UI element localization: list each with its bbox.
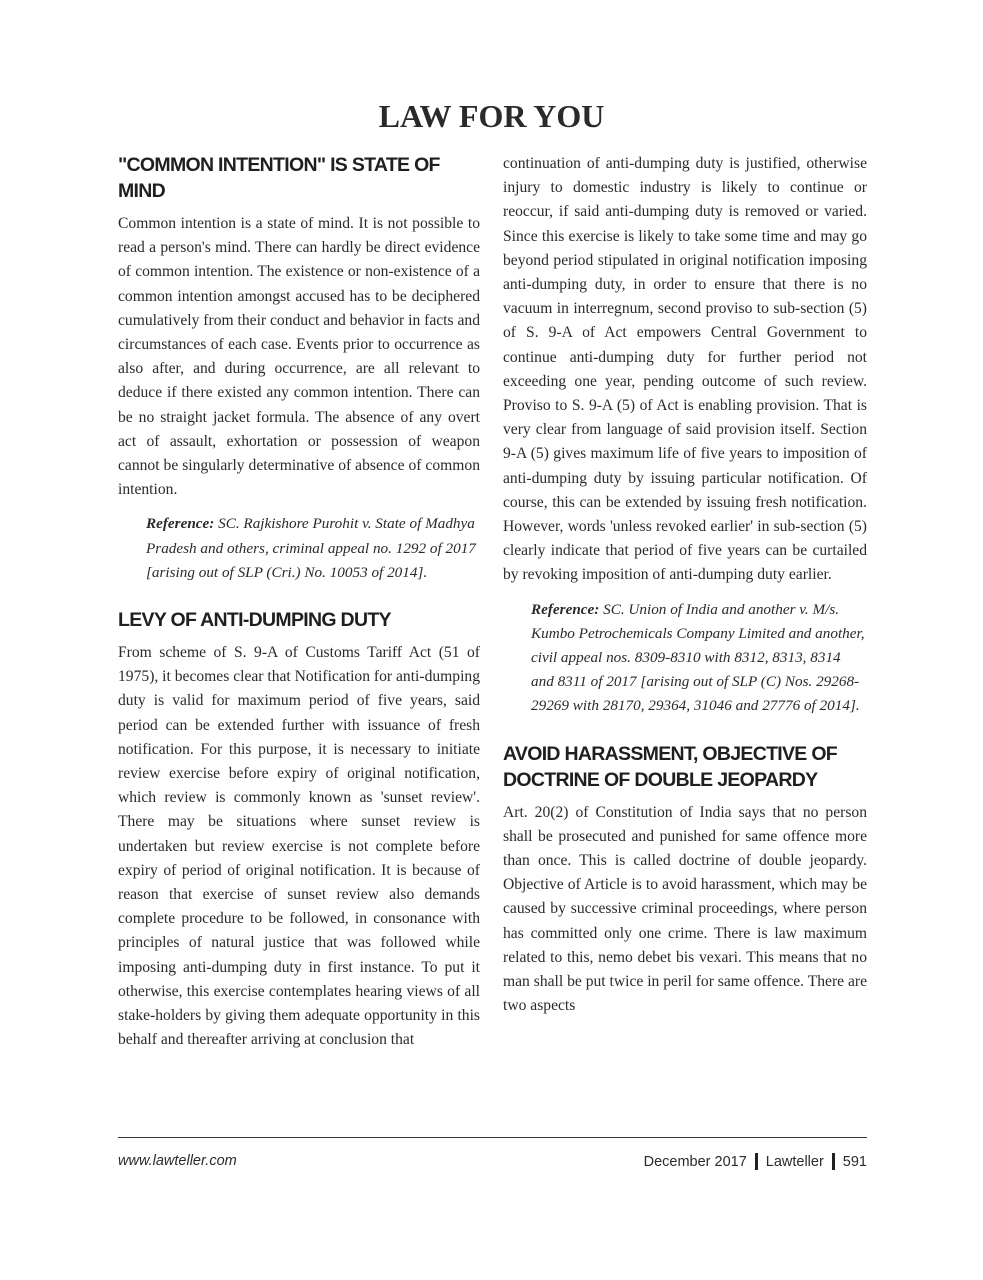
footer-divider [118,1137,867,1138]
footer-website-link[interactable]: www.lawteller.com [118,1153,237,1169]
left-column [118,152,480,1053]
page-title: LAW FOR YOU [378,98,605,134]
section-heading-common-intention: "COMMON INTENTION" IS STATE OF MIND [118,154,440,202]
section-heading-double-jeopardy: AVOID HARASSMENT, OBJECTIVE OF DOCTRINE OF DOUBLE JEOPARDY [503,742,838,791]
reference-label: Reference: [146,515,215,533]
page-number: 591 [842,1153,867,1170]
footer-date: December 2017 [643,1153,747,1170]
section-heading-anti-dumping: LEVY OF ANTI-DUMPING DUTY [118,609,391,632]
reference-citation: SC. Union of India and another v. M/s. Kumbo Petrochemicals Company Limited and another, civil appeal nos. 8309-8310 with 8312, 8313, 8314 and 8311 of 2017 [arising out of SLP (C) Nos. 29268-29269 with 28170, 29364, 31046 and 27776 of 2014]. [531,600,865,715]
page-footer [118,1153,867,1175]
right-column [503,152,867,1019]
footer-publication: Lawteller [765,1153,824,1170]
section-body-anti-dumping-continued: continuation of anti-dumping duty is justified, otherwise injury to domestic industry is likely to continue or reoccur, if said anti-dumping duty is removed or varied. Since this exercise is likely to take some time and may go beyond period stipulated in original notification imposing anti-dumping duty, in order to ensure that there is no vacuum in interregnum, second proviso to sub-section (5) of S. 9-A of Act empowers Central Government to continue anti-dumping duty for further period not exceeding one year, pending outcome of such review. Proviso to S. 9-A (5) of Act is enabling provision. That is very clear from language of said provision itself. Section 9-A (5) gives maximum life of five years to imposition of anti-dumping duty by issuing particular notification. Of course, this can be extended by issuing fresh notification. However, words 'unless revoked earlier' in sub-section (5) clearly indicate that period of five years can be curtailed by revoking imposition of anti-dumping duty earlier. [503,155,867,584]
reference-label: Reference: [531,600,600,618]
footer-separator [755,1153,758,1170]
reference-citation: SC. Rajkishore Purohit v. State of Madhya Pradesh and others, criminal appeal no. 1292 of 2017 [arising out of SLP (Cri.) No. 10053 of 2014]. [146,515,476,581]
footer-separator [832,1153,835,1170]
section-body-double-jeopardy: Art. 20(2) of Constitution of India says that no person shall be prosecuted and punished for same offence more than once. This is called doctrine of double jeopardy. Objective of Article is to avoid harassment, which may be caused by successive criminal proceedings, where person has committed only one crime. There is law maximum related to this, nemo debet bis vexari. This means that no man shall be put twice in peril for same offence. There are two aspects [503,803,867,1015]
section-body-common-intention: Common intention is a state of mind. It is not possible to read a person's mind. There can hardly be direct evidence of common intention. The existence or non-existence of a common intention amongst accused has to be deciphered cumulatively from their conduct and behavior in facts and circumstances of each case. Events prior to occurrence as also after, and during occurrence, are all relevant to deduce if there existed any common intention. There can be no straight jacket formula. The absence of any overt act of assault, exhortation or possession of weapon cannot be singularly determinative of absence of common intention. [118,215,480,499]
reference-common-intention [118,512,480,585]
reference-anti-dumping [503,598,867,719]
section-body-anti-dumping: From scheme of S. 9-A of Customs Tariff Act (51 of 1975), it becomes clear that Notification for anti-dumping duty is valid for maximum period of five years, said period can be extended further with issuance of fresh notification. For this purpose, it is necessary to initiate review exercise before expiry of original notification, which review is commonly known as 'sunset review'. There may be situations where sunset review is undertaken but review exercise is not complete before expiry of period of original notification. It is because of reason that exercise of sunset review also demands complete procedure to be followed, in consonance with principles of natural justice that was followed while imposing anti-dumping duty in first instance. To put it otherwise, this exercise contemplates hearing views of all stake-holders by giving them adequate opportunity in this behalf and thereafter arriving at conclusion that [118,644,481,1049]
footer-info [644,1153,867,1170]
